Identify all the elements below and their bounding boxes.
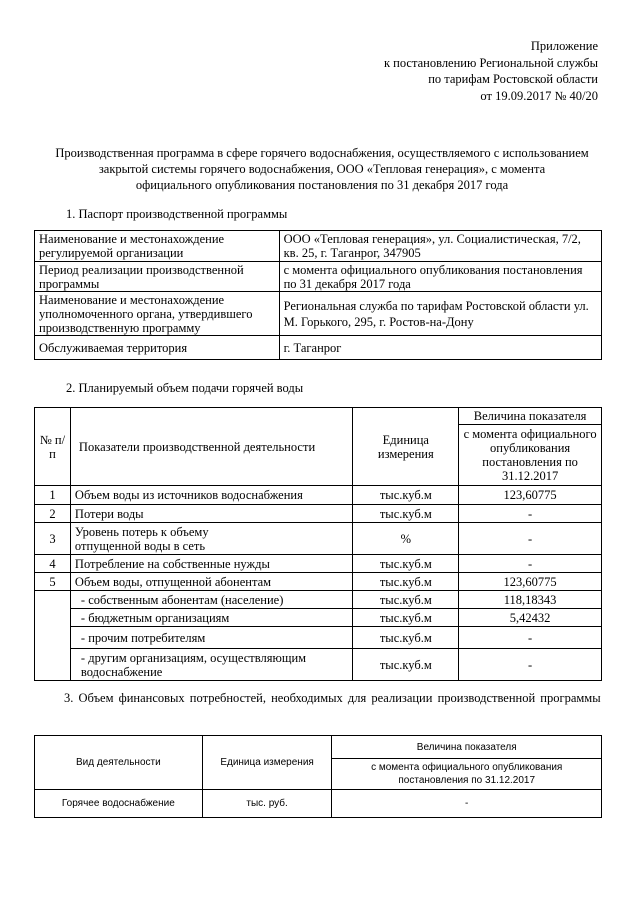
header-unit: Единица измерения bbox=[353, 408, 459, 486]
table-header-row bbox=[35, 408, 602, 425]
water-supply-table bbox=[34, 407, 602, 681]
row-value: - bbox=[459, 523, 602, 555]
row-value: 123,60775 bbox=[459, 573, 602, 591]
passport-label: Обслуживаемая территория bbox=[35, 336, 280, 360]
subrow-indicator: - бюджетным организациям bbox=[70, 609, 352, 627]
appendix-line: Приложение bbox=[530, 39, 598, 53]
table-row bbox=[35, 336, 602, 360]
financial-needs-table bbox=[34, 735, 602, 818]
table-row bbox=[35, 486, 602, 505]
subrow-unit: тыс.куб.м bbox=[353, 649, 459, 681]
header-value-group: Величина показателя bbox=[332, 736, 602, 759]
passport-value: г. Таганрог bbox=[279, 336, 601, 360]
title-line: закрытой системы горячего водоснабжения, ООО «Тепловая генерация», с момента bbox=[98, 162, 546, 176]
passport-value: Региональная служба по тарифам Ростовской области ул. М. Горького, 295, г. Ростов-на-Дону bbox=[279, 292, 601, 336]
row-num: 3 bbox=[35, 523, 71, 555]
table-row bbox=[35, 523, 602, 555]
subrow-value: - bbox=[459, 649, 602, 681]
row-unit: тыс.куб.м bbox=[353, 555, 459, 573]
table-row bbox=[35, 609, 602, 627]
header-value-period: с момента официального опубликования постановления по 31.12.2017 bbox=[459, 425, 602, 486]
row-num: 2 bbox=[35, 505, 71, 523]
table-row bbox=[35, 555, 602, 573]
row-value: - bbox=[332, 790, 602, 818]
table-header-row bbox=[35, 736, 602, 759]
empty-num-cell bbox=[35, 591, 71, 681]
row-indicator: Объем воды, отпущенной абонентам bbox=[70, 573, 352, 591]
passport-label: Наименование и местонахождение уполномоченного органа, утвердившего производственную программу bbox=[35, 292, 280, 336]
passport-table bbox=[34, 230, 602, 360]
section3-heading: 3. Объем финансовых потребностей, необходимых для реализации производственной программы bbox=[64, 691, 601, 705]
row-indicator: Объем воды из источников водоснабжения bbox=[70, 486, 352, 505]
row-unit: тыс.куб.м bbox=[353, 573, 459, 591]
table-row bbox=[35, 649, 602, 681]
table-row bbox=[35, 573, 602, 591]
header-indicator: Показатели производственной деятельности bbox=[70, 408, 352, 486]
table-row bbox=[35, 231, 602, 262]
subrow-unit: тыс.куб.м bbox=[353, 591, 459, 609]
passport-value: ООО «Тепловая генерация», ул. Социалистическая, 7/2, кв. 25, г. Таганрог, 347905 bbox=[279, 231, 601, 262]
table-row bbox=[35, 591, 602, 609]
row-indicator: Потребление на собственные нужды bbox=[70, 555, 352, 573]
row-activity: Горячее водоснабжение bbox=[35, 790, 203, 818]
subrow-value: 5,42432 bbox=[459, 609, 602, 627]
header-unit: Единица измерения bbox=[202, 736, 332, 790]
subrow-indicator: - другим организациям, осуществляющим водоснабжение bbox=[70, 649, 352, 681]
row-value: - bbox=[459, 505, 602, 523]
subrow-unit: тыс.куб.м bbox=[353, 627, 459, 649]
subrow-indicator: - прочим потребителям bbox=[70, 627, 352, 649]
row-num: 5 bbox=[35, 573, 71, 591]
appendix-line: к постановлению Региональной службы bbox=[383, 55, 598, 70]
table-row bbox=[35, 505, 602, 523]
row-value: 123,60775 bbox=[459, 486, 602, 505]
row-indicator: Потери воды bbox=[70, 505, 352, 523]
subrow-indicator: - собственным абонентам (население) bbox=[70, 591, 352, 609]
header-value-period: с момента официального опубликования постановления по 31.12.2017 bbox=[332, 759, 602, 790]
section1-heading: 1. Паспорт производственной программы bbox=[66, 207, 288, 221]
table-row bbox=[35, 262, 602, 292]
passport-value: с момента официального опубликования постановления по 31 декабря 2017 года bbox=[279, 262, 601, 292]
subrow-unit: тыс.куб.м bbox=[353, 609, 459, 627]
table-row bbox=[35, 627, 602, 649]
title-line: Производственная программа в сфере горячего водоснабжения, осуществляемого с использованием bbox=[55, 146, 589, 160]
row-value: - bbox=[459, 555, 602, 573]
header-value-group: Величина показателя bbox=[459, 408, 602, 425]
row-num: 4 bbox=[35, 555, 71, 573]
document-title bbox=[36, 145, 608, 193]
subrow-value: 118,18343 bbox=[459, 591, 602, 609]
row-unit: % bbox=[353, 523, 459, 555]
table-row bbox=[35, 790, 602, 818]
appendix-line: от 19.09.2017 № 40/20 bbox=[480, 88, 598, 103]
row-unit: тыс.куб.м bbox=[353, 486, 459, 505]
row-unit: тыс.куб.м bbox=[353, 505, 459, 523]
row-unit: тыс. руб. bbox=[202, 790, 332, 818]
header-num: № п/п bbox=[35, 408, 71, 486]
row-indicator: Уровень потерь к объему отпущенной воды в сеть bbox=[70, 523, 352, 555]
subrow-value: - bbox=[459, 627, 602, 649]
section2-heading: 2. Планируемый объем подачи горячей воды bbox=[66, 381, 304, 395]
title-line: официального опубликования постановления по 31 декабря 2017 года bbox=[135, 178, 509, 192]
appendix-line: по тарифам Ростовской области bbox=[428, 72, 598, 86]
passport-label: Период реализации производственной программы bbox=[35, 262, 280, 292]
row-num: 1 bbox=[35, 486, 71, 505]
header-activity: Вид деятельности bbox=[35, 736, 203, 790]
appendix-block bbox=[384, 38, 598, 104]
passport-label: Наименование и местонахождение регулируемой организации bbox=[35, 231, 280, 262]
table-row bbox=[35, 292, 602, 336]
